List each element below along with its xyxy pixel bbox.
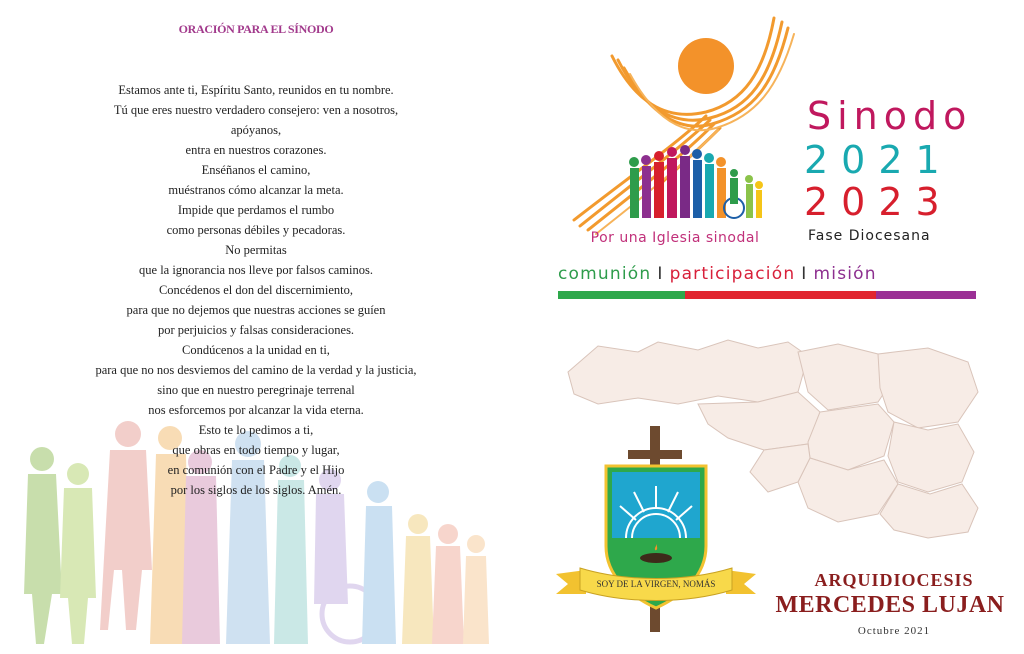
cover-page (512, 0, 1024, 654)
sun-icon (678, 38, 734, 94)
archdiocese-name: MERCEDES LUJAN (775, 592, 1005, 618)
prayer-line: Esto te lo pedimos a ti, (198, 423, 314, 437)
prayer-line: Enséñanos el camino, (201, 163, 311, 177)
prayer-line: para que no dejemos que nuestras acciones se guíen (126, 303, 386, 317)
prayer-line: por los siglos de los siglos. Amén. (170, 483, 342, 497)
prayer-line: Estamos ante ti, Espíritu Santo, reunidos en tu nombre. (118, 83, 394, 97)
archdiocese-label: ARQUIDIOCESIS (814, 570, 974, 590)
bar-green (558, 291, 685, 299)
bar-red (685, 291, 876, 299)
tagline: Por una Iglesia sinodal (590, 230, 760, 246)
publication-date: Octubre 2021 (857, 625, 931, 637)
motto-mision: misión (813, 264, 877, 284)
motto-separator: I (801, 264, 808, 284)
prayer-line: como personas débiles y pecadoras. (166, 223, 346, 237)
prayer-line: Impide que perdamos el rumbo (177, 203, 335, 217)
coat-of-arms-icon (556, 426, 756, 636)
prayer-line: muéstranos cómo alcanzar la meta. (168, 183, 344, 197)
sinodo-title: Sinodo (807, 94, 973, 138)
prayer-line: Concédenos el don del discernimiento, (158, 283, 354, 297)
prayer-line: nos esforcemos por alcanzar la vida eterna. (148, 403, 364, 417)
prayer-line: que la ignorancia nos lleve por falsos caminos. (139, 263, 373, 277)
motto-comunion: comunión (558, 264, 652, 284)
prayer-line: que obras en todo tiempo y lugar, (172, 443, 340, 457)
prayer-line: por perjuicios y falsas consideraciones. (157, 323, 355, 337)
ribbon-text: SOY DE LA VIRGEN, NOMÁS (596, 579, 716, 589)
year-end: 2023 (804, 180, 953, 224)
prayer-title: ORACIÓN PARA EL SÍNODO (178, 22, 334, 36)
prayer-line: No permitas (225, 243, 287, 257)
prayer-line: apóyanos, (230, 123, 282, 137)
motto (558, 264, 978, 284)
prayer-line: para que no nos desviemos del camino de la verdad y la justicia, (95, 363, 417, 377)
phase-label: Fase Diocesana (808, 228, 931, 244)
motto-separator: I (657, 264, 664, 284)
prayer-line: Condúcenos a la unidad en ti, (182, 343, 330, 357)
year-start: 2021 (804, 138, 953, 182)
prayer-line: entra en nuestros corazones. (185, 143, 327, 157)
prayer-line: en comunión con el Padre y el Hijo (167, 463, 345, 477)
prayer-line: sino que en nuestro peregrinaje terrenal (157, 383, 355, 397)
prayer-line: Tú que eres nuestro verdadero consejero: ven a nosotros, (113, 103, 399, 117)
synod-logo (560, 8, 810, 238)
motto-participacion: participación (669, 264, 796, 284)
bar-purple (876, 291, 976, 299)
prayer-text (60, 80, 452, 500)
